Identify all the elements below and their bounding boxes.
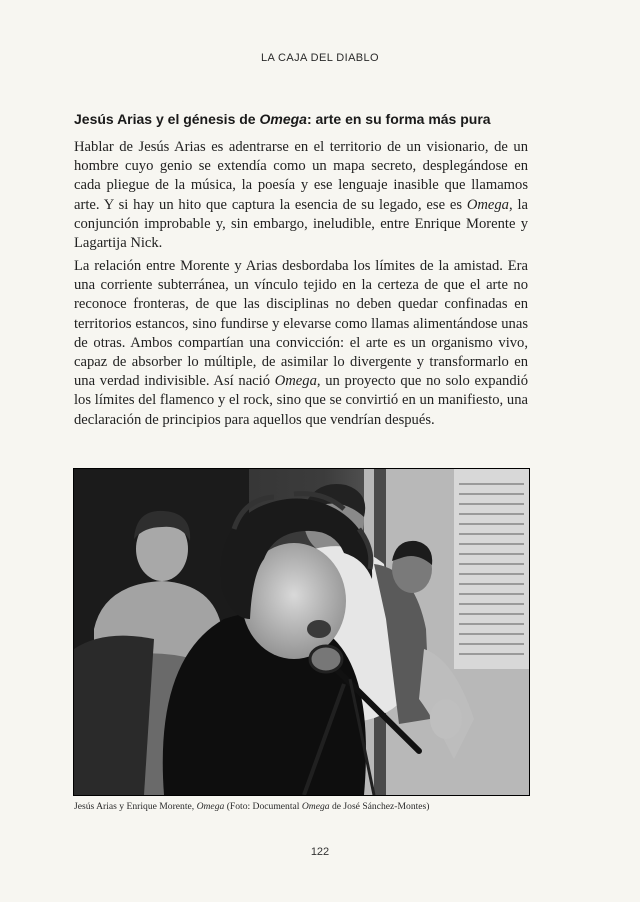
heading-text-end: : arte en su forma más pura bbox=[306, 111, 491, 127]
heading-italic-title: Omega bbox=[259, 111, 307, 127]
caption-text-c: de José Sánchez-Montes) bbox=[329, 801, 430, 812]
paragraph-2 bbox=[74, 257, 528, 430]
photo-singer-with-microphone bbox=[73, 468, 530, 796]
paragraph-1 bbox=[74, 138, 528, 253]
paragraph-1-text-b: , la conjunción improbable y, sin embargo, ineludible, entre Enrique Morente y Lagartija Nick. bbox=[74, 196, 528, 252]
paragraph-1-italic-omega: Omega bbox=[466, 196, 509, 213]
paragraph-1-text-a: Hablar de Jesús Arias es adentrarse en el territorio de un visionario, de un hombre cuyo genio se extendía como un mapa secreto, desplegándose en cada pliegue de la música, la poesía y ese lenguaje inasible que llamamos arte. Y si hay un hito que captura la esencia de su legado, ese es bbox=[74, 139, 528, 213]
caption-italic-omega-2: Omega bbox=[301, 801, 330, 812]
caption-italic-omega-1: Omega bbox=[196, 801, 225, 812]
paragraph-2-italic-omega: Omega bbox=[274, 373, 317, 390]
photo-caption bbox=[74, 801, 534, 812]
paragraph-2-text-b: , un proyecto que no solo expandió los límites del flamenco y el rock, sino que se convirtió en un manifiesto, una declaración de principios para aquellos que vendrían después. bbox=[74, 373, 528, 428]
paragraph-2-text-a: La relación entre Morente y Arias desbordaba los límites de la amistad. Era una corriente subterránea, un vínculo tejido en la certeza de que el arte no reconoce fronteras, de que las disciplinas no deben quedar confinadas en territorios estancos, sino fundirse y elevarse como llamas alimentándose unas de otras. Ambos compartían una convicción: el arte es un organismo vivo, capaz de absorber lo múltiple, de asimilar lo divergente y transformarlo en una verdad indivisible. Así nació bbox=[74, 258, 528, 390]
caption-text-a: Jesús Arias y Enrique Morente, bbox=[74, 801, 197, 812]
photo-illustration bbox=[74, 469, 529, 795]
section-heading bbox=[74, 111, 574, 127]
page-number: 122 bbox=[310, 846, 330, 858]
heading-text-start: Jesús Arias y el génesis de bbox=[74, 111, 260, 127]
running-header: LA CAJA DEL DIABLO bbox=[260, 52, 380, 64]
caption-text-b: (Foto: Documental bbox=[224, 801, 302, 812]
